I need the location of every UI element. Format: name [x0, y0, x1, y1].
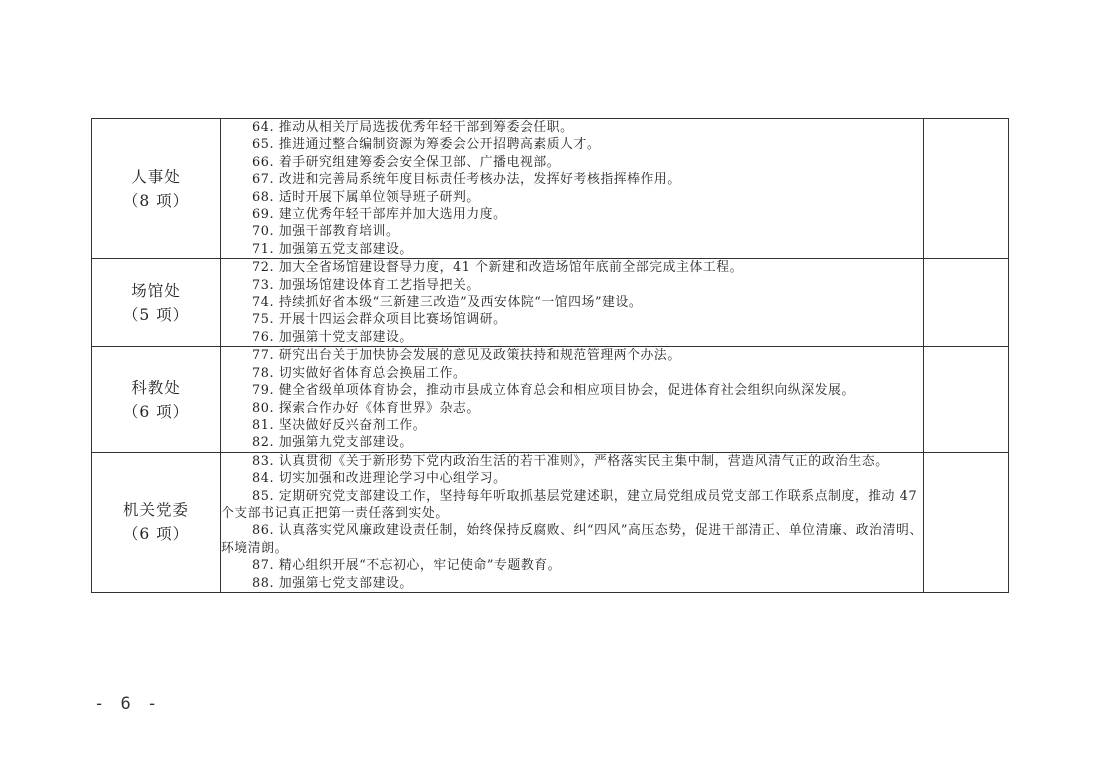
department-cell	[92, 452, 221, 592]
table-row	[92, 119, 1009, 259]
task-item: 85. 定期研究党支部建设工作，坚持每年听取抓基层党建述职，建立局党组成员党支部工作联系点制度，推动 47 个支部书记真正把第一责任落到实处。	[221, 488, 918, 521]
table-row	[92, 452, 1009, 592]
task-item: 77. 研究出台关于加快协会发展的意见及政策扶持和规范管理两个办法。	[252, 348, 681, 364]
task-item: 79. 健全省级单项体育协会，推动市县成立体育总会和相应项目协会，促进体育社会组织向纵深发展。	[252, 383, 855, 399]
department-cell	[92, 259, 221, 347]
task-item: 87. 精心组织开展“不忘初心，牢记使命”专题教育。	[252, 558, 562, 574]
page-number: - 6 -	[94, 694, 161, 714]
remarks-cell	[924, 119, 1009, 259]
task-item: 81. 坚决做好反兴奋剂工作。	[252, 417, 427, 433]
remarks-cell	[924, 259, 1009, 347]
department-task-count: （6 项）	[122, 525, 190, 544]
department-name: 人事处	[131, 167, 181, 186]
task-list-cell	[221, 119, 924, 259]
department-name: 科教处	[131, 378, 181, 397]
department-task-count: （8 项）	[122, 191, 190, 210]
department-name: 机关党委	[122, 501, 189, 520]
department-cell	[92, 347, 221, 452]
task-item: 71. 加强第五党支部建设。	[252, 241, 413, 257]
task-item: 84. 切实加强和改进理论学习中心组学习。	[252, 471, 507, 487]
task-table	[91, 118, 1009, 593]
task-item: 64. 推动从相关厅局选拔优秀年轻干部到筹委会任职。	[252, 120, 574, 135]
task-item: 66. 着手研究组建筹委会安全保卫部、广播电视部。	[252, 154, 561, 170]
task-list-cell	[221, 347, 924, 452]
task-item: 78. 切实做好省体育总会换届工作。	[252, 365, 467, 381]
table-row	[92, 259, 1009, 347]
task-item: 86. 认真落实党风廉政建设责任制，始终保持反腐败、纠“四风”高压态势，促进干部清正、单位清廉、政治清明、环境清朗。	[221, 523, 923, 556]
department-task-count: （5 项）	[122, 305, 190, 324]
task-item: 80. 探索合作办好《体育世界》杂志。	[252, 400, 480, 416]
task-item: 67. 改进和完善局系统年度目标责任考核办法，发挥好考核指挥棒作用。	[252, 172, 681, 188]
remarks-cell	[924, 347, 1009, 452]
task-item: 74. 持续抓好省本级“三新建三改造”及西安体院“一馆四场”建设。	[252, 295, 643, 311]
task-list-cell	[221, 452, 924, 592]
task-item: 73. 加强场馆建设体育工艺指导把关。	[252, 277, 480, 293]
task-item: 82. 加强第九党支部建设。	[252, 435, 413, 451]
task-item: 69. 建立优秀年轻干部库并加大选用力度。	[252, 207, 507, 223]
task-table-body	[92, 119, 1009, 593]
task-item: 65. 推进通过整合编制资源为筹委会公开招聘高素质人才。	[252, 137, 601, 153]
task-item: 75. 开展十四运会群众项目比赛场馆调研。	[252, 312, 507, 328]
task-item: 72. 加大全省场馆建设督导力度，41 个新建和改造场馆年底前全部完成主体工程。	[252, 260, 744, 276]
task-list-cell	[221, 259, 924, 347]
table-row	[92, 347, 1009, 452]
task-item: 68. 适时开展下属单位领导班子研判。	[252, 189, 480, 205]
task-item: 83. 认真贯彻《关于新形势下党内政治生活的若干准则》，严格落实民主集中制，营造风清气正的政治生态。	[252, 453, 889, 469]
department-task-count: （6 项）	[122, 402, 190, 421]
remarks-cell	[924, 452, 1009, 592]
department-name: 场馆处	[131, 281, 181, 300]
task-item: 88. 加强第七党支部建设。	[252, 575, 413, 591]
task-item: 70. 加强干部教育培训。	[252, 224, 400, 240]
task-item: 76. 加强第十党支部建设。	[252, 329, 413, 345]
department-cell	[92, 119, 221, 259]
